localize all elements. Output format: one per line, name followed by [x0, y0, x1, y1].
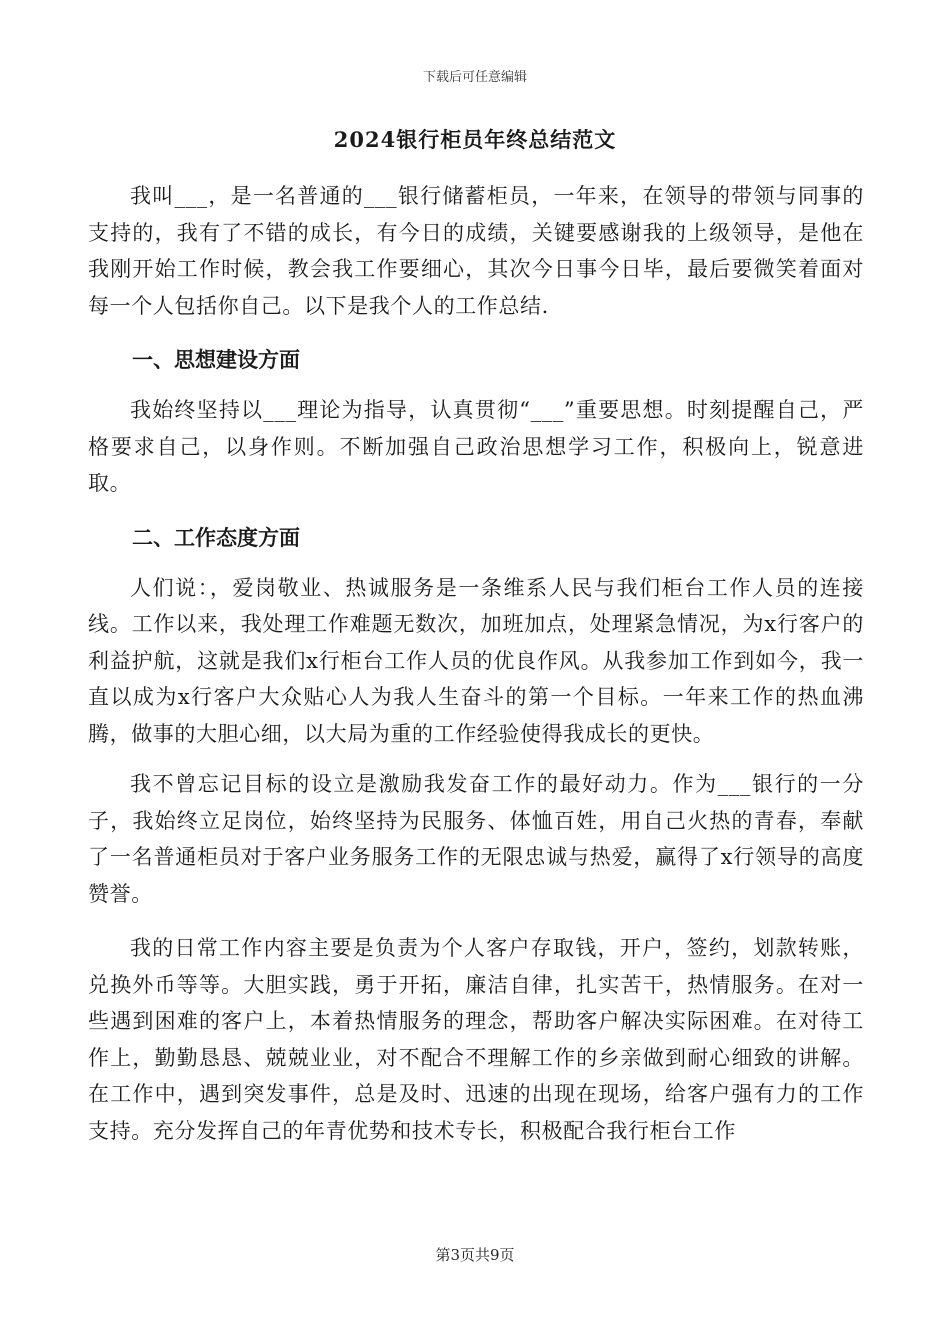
page-number-footer: 第3页共9页 [435, 1246, 515, 1264]
intro-paragraph: 我叫___，是一名普通的___银行储蓄柜员，一年来，在领导的带领与同事的支持的，我有了不错的成长，有今日的成绩，关键要感谢我的上级领导，是他在我刚开始工作时候，教会我工作要细心，其次今日事今日毕，最后要微笑着面对每一个人包括你自己。以下是我个人的工作总结. [88, 184, 864, 318]
attitude-paragraph-3: 我的日常工作内容主要是负责为个人客户存取钱，开户，签约，划款转账，兑换外币等等。大胆实践，勇于开拓，廉洁自律，扎实苦干，热情服务。在对一些遇到困难的客户上，本着热情服务的理念，帮助客户解决实际困难。在对待工作上，勤勤恳恳、兢兢业业，对不配合不理解工作的乡亲做到耐心细致的讲解。在工作中，遇到突发事件，总是及时、迅速的出现在现场，给客户强有力的工作支持。充分发挥自己的年青优势和技术专长，积极配合我行柜台工作 [88, 936, 864, 1143]
document-body [88, 178, 864, 1149]
attitude-paragraph-1: 人们说：，爱岗敬业、热诚服务是一条维系人民与我们柜台工作人员的连接线。工作以来，我处理工作难题无数次，加班加点，处理紧急情况，为x行客户的利益护航，这就是我们x行柜台工作人员的优良作风。从我参加工作到如今，我一直以成为x行客户大众贴心人为我人生奋斗的第一个目标。一年来工作的热血沸腾，做事的大胆心细，以大局为重的工作经验使得我成长的更快。 [88, 575, 864, 746]
header-note: 下载后可任意编辑 [422, 70, 527, 85]
document-title: 2024银行柜员年终总结范文 [333, 127, 617, 152]
section-heading-attitude: 二、工作态度方面 [132, 524, 300, 550]
ideology-paragraph: 我始终坚持以___理论为指导，认真贯彻“___”重要思想。时刻提醒自己，严格要求自己，以身作则。不断加强自己政治思想学习工作，积极向上，锐意进取。 [88, 398, 864, 495]
section-heading-ideology: 一、思想建设方面 [132, 347, 300, 372]
attitude-paragraph-2: 我不曾忘记目标的设立是激励我发奋工作的最好动力。作为___银行的一分子，我始终立足岗位，始终坚持为民服务、体恤百姓，用自己火热的青春，奉献了一名普通柜员对于客户业务服务工作的无限忠诚与热爱，赢得了x行领导的高度赞誉。 [88, 772, 864, 906]
